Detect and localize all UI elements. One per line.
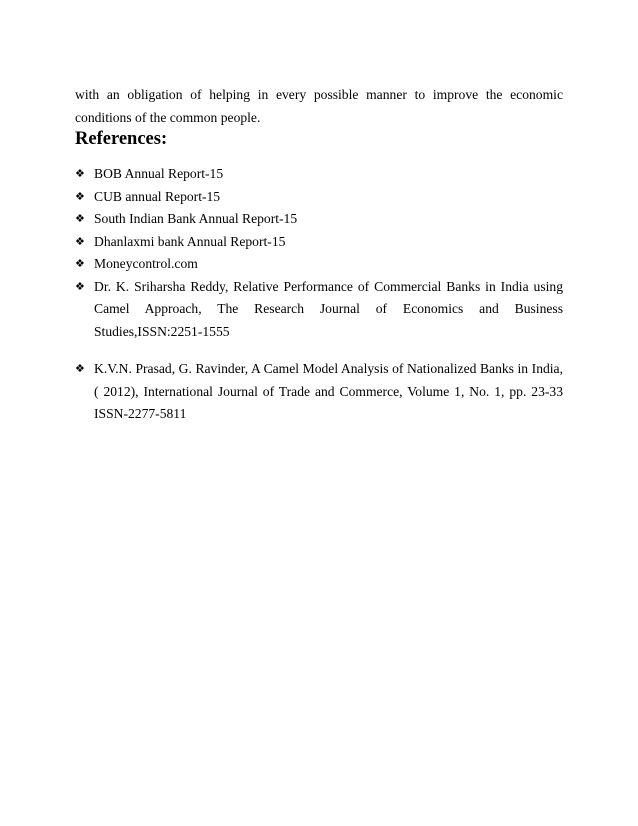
reference-item <box>75 231 563 254</box>
reference-text: CUB annual Report-15 <box>94 188 221 204</box>
diamond-bullet-icon: ❖ <box>75 234 85 248</box>
diamond-bullet-icon: ❖ <box>75 189 85 203</box>
reference-text: K.V.N. Prasad, G. Ravinder, A Camel Model Analysis of Nationalized Banks in India, ( 2012), International Journal of Trade and Commerce, Volume 1, No. 1, pp. 23-33 ISSN-2277-5811 <box>94 361 563 421</box>
diamond-bullet-icon: ❖ <box>75 167 85 180</box>
reference-item <box>75 208 563 231</box>
references-list <box>75 163 563 426</box>
reference-item <box>75 186 563 209</box>
reference-text: Dr. K. Sriharsha Reddy, Relative Performance of Commercial Banks in India using Camel Approach, The Research Journal of Economics and Business Studies,ISSN:2251-1555 <box>94 278 563 339</box>
body-paragraph: with an obligation of helping in every possible manner to improve the economic conditions of the common people. <box>75 86 563 125</box>
reference-item <box>75 163 563 186</box>
reference-text: South Indian Bank Annual Report-15 <box>94 211 298 226</box>
reference-text: Moneycontrol.com <box>94 256 198 271</box>
diamond-bullet-icon: ❖ <box>75 257 85 270</box>
reference-text: BOB Annual Report-15 <box>94 166 224 181</box>
references-heading: References: <box>75 129 168 149</box>
reference-item <box>75 253 563 276</box>
reference-item <box>75 276 563 344</box>
diamond-bullet-icon: ❖ <box>75 279 85 293</box>
reference-text: Dhanlaxmi bank Annual Report-15 <box>94 233 286 249</box>
diamond-bullet-icon: ❖ <box>75 212 85 225</box>
diamond-bullet-icon: ❖ <box>75 362 85 375</box>
reference-item <box>75 358 563 426</box>
